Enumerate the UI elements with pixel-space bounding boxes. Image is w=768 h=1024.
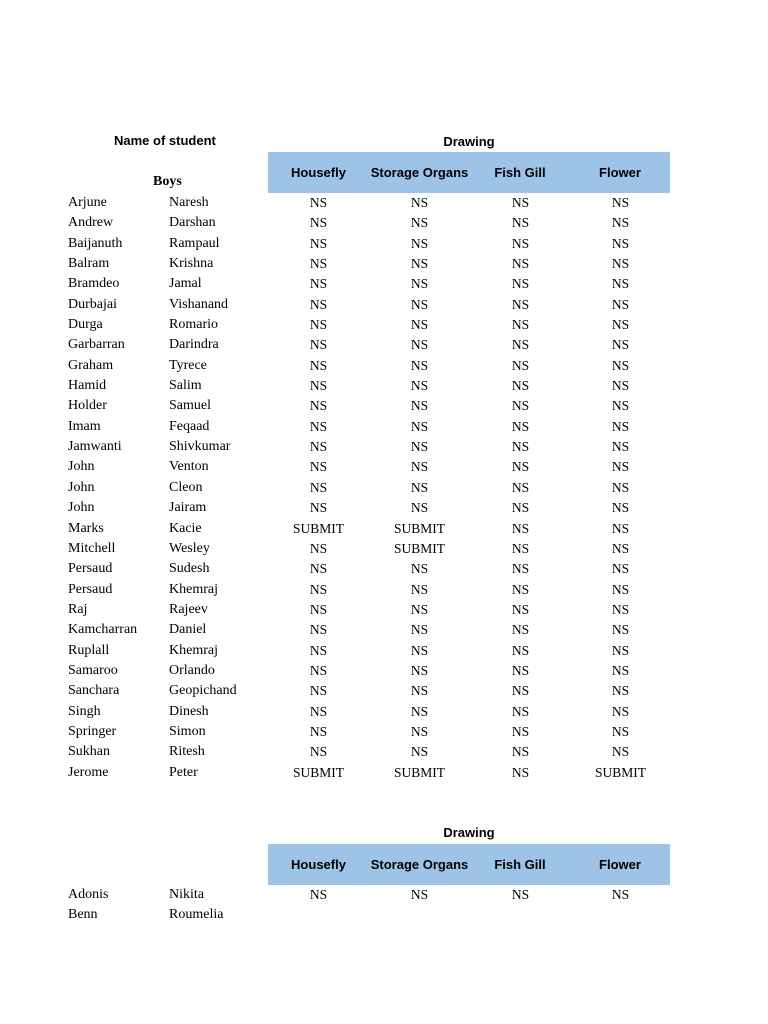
status-flower: NS <box>611 500 630 516</box>
status-fish-gill: NS <box>511 378 530 394</box>
table-row <box>0 642 768 662</box>
status-fish-gill: NS <box>511 561 530 577</box>
status-storage-organs: NS <box>410 256 429 272</box>
student-first-name: Rampaul <box>169 235 220 251</box>
table-row <box>0 214 768 234</box>
status-fish-gill: NS <box>511 500 530 516</box>
column-header-band <box>268 152 670 193</box>
status-flower: NS <box>611 601 630 617</box>
student-last-name: Sanchara <box>68 683 120 699</box>
status-flower: NS <box>611 887 630 902</box>
table-row <box>0 377 768 397</box>
status-housefly: NS <box>309 479 328 495</box>
student-first-name: Rajeev <box>169 601 208 617</box>
table-row <box>0 499 768 519</box>
status-housefly: NS <box>309 317 328 333</box>
table-row <box>0 581 768 601</box>
table-row <box>0 235 768 255</box>
table-row <box>0 479 768 499</box>
status-storage-organs: NS <box>410 561 429 577</box>
student-first-name: Dinesh <box>169 703 209 719</box>
status-housefly: NS <box>309 642 328 658</box>
student-first-name: Samuel <box>169 398 211 414</box>
student-first-name: Kacie <box>169 520 202 536</box>
status-storage-organs: NS <box>410 744 429 760</box>
status-flower: NS <box>611 723 630 739</box>
student-last-name: Benn <box>68 907 98 923</box>
status-housefly: NS <box>309 683 328 699</box>
status-storage-organs: NS <box>410 662 429 678</box>
student-last-name: Holder <box>68 398 107 414</box>
student-last-name: Andrew <box>68 215 114 231</box>
status-housefly: NS <box>309 601 328 617</box>
status-flower: NS <box>611 256 630 272</box>
status-housefly: NS <box>309 296 328 312</box>
student-first-name: Tyrece <box>169 357 207 373</box>
table-row <box>0 886 768 906</box>
status-flower: NS <box>611 337 630 353</box>
status-flower: NS <box>611 317 630 333</box>
status-fish-gill: NS <box>511 195 530 210</box>
column-header-housefly: Housefly <box>291 857 346 872</box>
status-storage-organs: NS <box>410 337 429 353</box>
status-flower: NS <box>611 398 630 414</box>
status-storage-organs: NS <box>410 439 429 455</box>
column-header-housefly: Housefly <box>291 165 346 180</box>
status-storage-organs: NS <box>410 235 429 251</box>
student-first-name: Wesley <box>169 540 210 556</box>
status-storage-organs: NS <box>410 601 429 617</box>
status-flower: NS <box>611 744 630 760</box>
status-flower: NS <box>611 276 630 292</box>
table-row <box>0 296 768 316</box>
status-storage-organs: NS <box>410 723 429 739</box>
table-row <box>0 906 768 926</box>
status-storage-organs: NS <box>410 479 429 495</box>
student-first-name: Khemraj <box>169 642 218 658</box>
status-housefly: NS <box>309 357 328 373</box>
student-last-name: Springer <box>68 723 117 739</box>
status-housefly: SUBMIT <box>292 764 344 780</box>
table-row <box>0 397 768 417</box>
status-fish-gill: NS <box>511 540 530 556</box>
student-first-name: Khemraj <box>169 581 218 597</box>
status-housefly: NS <box>309 459 328 475</box>
student-first-name: Vishanand <box>169 296 229 312</box>
status-housefly: NS <box>309 195 328 210</box>
student-first-name: Shivkumar <box>169 439 231 455</box>
status-housefly: NS <box>309 256 328 272</box>
student-last-name: Samaroo <box>68 662 118 678</box>
student-last-name: Ruplall <box>68 642 110 658</box>
status-housefly: NS <box>309 500 328 516</box>
student-first-name: Romario <box>169 317 218 333</box>
student-first-name: Jairam <box>169 500 207 516</box>
table-row <box>0 458 768 478</box>
student-last-name: Persaud <box>68 581 113 597</box>
table-row <box>0 255 768 275</box>
table-row <box>0 357 768 377</box>
student-last-name: Mitchell <box>68 540 116 556</box>
table-row <box>0 743 768 763</box>
student-first-name: Krishna <box>169 256 214 272</box>
drawing-section-header-2: Drawing <box>443 825 495 840</box>
table-row <box>0 418 768 438</box>
status-housefly: NS <box>309 723 328 739</box>
status-housefly: NS <box>309 662 328 678</box>
status-housefly: NS <box>309 235 328 251</box>
table-row <box>0 438 768 458</box>
status-storage-organs: NS <box>410 195 429 210</box>
student-first-name: Roumelia <box>169 907 224 923</box>
table-row <box>0 682 768 702</box>
status-fish-gill: NS <box>511 723 530 739</box>
status-flower: NS <box>611 296 630 312</box>
student-last-name: Garbarran <box>68 337 125 353</box>
student-last-name: Sukhan <box>68 744 110 760</box>
status-fish-gill: NS <box>511 337 530 353</box>
table-row <box>0 316 768 336</box>
student-first-name: Nikita <box>169 887 204 902</box>
status-fish-gill: NS <box>511 622 530 638</box>
student-last-name: Jerome <box>68 764 109 780</box>
boys-group-label: Boys <box>153 174 182 189</box>
status-fish-gill: NS <box>511 215 530 231</box>
table-row <box>0 601 768 621</box>
column-header-band-2 <box>268 844 670 885</box>
student-last-name: Durbajai <box>68 296 117 312</box>
status-fish-gill: NS <box>511 703 530 719</box>
status-storage-organs: SUBMIT <box>393 520 445 536</box>
table-row <box>0 703 768 723</box>
student-first-name: Darshan <box>169 215 216 231</box>
status-housefly: NS <box>309 276 328 292</box>
status-fish-gill: NS <box>511 235 530 251</box>
status-flower: NS <box>611 378 630 394</box>
status-flower: NS <box>611 235 630 251</box>
status-storage-organs: NS <box>410 398 429 414</box>
student-last-name: Singh <box>68 703 101 719</box>
student-last-name: Marks <box>68 520 104 536</box>
status-fish-gill: NS <box>511 459 530 475</box>
student-last-name: Balram <box>68 256 110 272</box>
student-first-name: Salim <box>169 378 202 394</box>
status-flower: NS <box>611 215 630 231</box>
status-storage-organs: NS <box>410 317 429 333</box>
status-fish-gill: NS <box>511 296 530 312</box>
table-row <box>0 520 768 540</box>
status-storage-organs: SUBMIT <box>393 540 445 556</box>
status-housefly: NS <box>309 561 328 577</box>
column-header-flower: Flower <box>599 857 641 872</box>
student-first-name: Jamal <box>169 276 202 292</box>
column-header-storage-organs: Storage Organs <box>370 857 469 872</box>
student-last-name: Jamwanti <box>68 439 122 455</box>
status-storage-organs: NS <box>410 703 429 719</box>
student-last-name: Adonis <box>68 887 109 902</box>
table-row <box>0 764 768 784</box>
student-first-name: Ritesh <box>169 744 205 760</box>
status-housefly: NS <box>309 540 328 556</box>
status-storage-organs: NS <box>410 622 429 638</box>
status-fish-gill: NS <box>511 256 530 272</box>
student-last-name: Hamid <box>68 378 107 394</box>
student-last-name: John <box>68 479 95 495</box>
status-fish-gill: NS <box>511 744 530 760</box>
student-last-name: Raj <box>68 601 88 617</box>
table-row <box>0 621 768 641</box>
student-first-name: Simon <box>169 723 206 739</box>
status-housefly: NS <box>309 581 328 597</box>
student-last-name: Kamcharran <box>68 622 138 638</box>
status-fish-gill: NS <box>511 764 530 780</box>
status-flower: NS <box>611 642 630 658</box>
status-storage-organs: NS <box>410 683 429 699</box>
status-fish-gill: NS <box>511 581 530 597</box>
column-header-fish-gill: Fish Gill <box>494 165 546 180</box>
status-fish-gill: NS <box>511 887 530 902</box>
status-housefly: NS <box>309 215 328 231</box>
status-flower: NS <box>611 357 630 373</box>
status-storage-organs: SUBMIT <box>393 764 445 780</box>
status-flower: NS <box>611 581 630 597</box>
status-flower: NS <box>611 683 630 699</box>
status-storage-organs: NS <box>410 296 429 312</box>
student-last-name: Baijanuth <box>68 235 123 251</box>
student-first-name: Peter <box>169 764 198 780</box>
student-first-name: Naresh <box>169 195 209 210</box>
status-flower: NS <box>611 561 630 577</box>
status-housefly: NS <box>309 418 328 434</box>
table-row <box>0 275 768 295</box>
status-housefly: NS <box>309 378 328 394</box>
status-fish-gill: NS <box>511 479 530 495</box>
table-row <box>0 194 768 214</box>
student-last-name: Bramdeo <box>68 276 120 292</box>
status-storage-organs: NS <box>410 418 429 434</box>
status-storage-organs: NS <box>410 500 429 516</box>
status-fish-gill: NS <box>511 601 530 617</box>
status-fish-gill: NS <box>511 642 530 658</box>
student-first-name: Sudesh <box>169 561 210 577</box>
student-first-name: Cleon <box>169 479 203 495</box>
table-row <box>0 723 768 743</box>
status-fish-gill: NS <box>511 662 530 678</box>
status-flower: NS <box>611 540 630 556</box>
student-last-name: Durga <box>68 317 103 333</box>
status-flower: NS <box>611 622 630 638</box>
status-fish-gill: NS <box>511 357 530 373</box>
status-storage-organs: NS <box>410 459 429 475</box>
student-last-name: John <box>68 459 95 475</box>
status-storage-organs: NS <box>410 378 429 394</box>
status-fish-gill: NS <box>511 439 530 455</box>
status-housefly: NS <box>309 622 328 638</box>
table-row <box>0 540 768 560</box>
status-flower: NS <box>611 479 630 495</box>
student-table-2 <box>0 886 768 927</box>
status-flower: NS <box>611 459 630 475</box>
student-first-name: Orlando <box>169 662 215 678</box>
table-row <box>0 336 768 356</box>
status-fish-gill: NS <box>511 520 530 536</box>
status-housefly: NS <box>309 439 328 455</box>
status-housefly: SUBMIT <box>292 520 344 536</box>
student-last-name: Persaud <box>68 561 113 577</box>
status-housefly: NS <box>309 744 328 760</box>
column-header-storage-organs: Storage Organs <box>370 165 469 180</box>
status-storage-organs: NS <box>410 887 429 902</box>
status-fish-gill: NS <box>511 317 530 333</box>
status-fish-gill: NS <box>511 276 530 292</box>
student-last-name: John <box>68 500 95 516</box>
column-header-fish-gill: Fish Gill <box>494 857 546 872</box>
status-storage-organs: NS <box>410 642 429 658</box>
table-row <box>0 662 768 682</box>
status-flower: NS <box>611 439 630 455</box>
student-last-name: Imam <box>68 418 101 434</box>
status-flower: SUBMIT <box>594 764 646 780</box>
status-housefly: NS <box>309 398 328 414</box>
student-last-name: Arjune <box>68 195 107 210</box>
status-flower: NS <box>611 703 630 719</box>
student-first-name: Geopichand <box>169 683 237 699</box>
status-storage-organs: NS <box>410 357 429 373</box>
status-fish-gill: NS <box>511 683 530 699</box>
status-housefly: NS <box>309 703 328 719</box>
status-storage-organs: NS <box>410 581 429 597</box>
student-first-name: Venton <box>169 459 209 475</box>
student-table-boys <box>0 194 768 784</box>
drawing-section-header: Drawing <box>443 134 495 149</box>
status-flower: NS <box>611 662 630 678</box>
status-flower: NS <box>611 520 630 536</box>
status-fish-gill: NS <box>511 418 530 434</box>
column-header-flower: Flower <box>599 165 641 180</box>
status-housefly: NS <box>309 337 328 353</box>
table-row <box>0 560 768 580</box>
status-housefly: NS <box>309 887 328 902</box>
status-storage-organs: NS <box>410 215 429 231</box>
student-last-name: Graham <box>68 357 114 373</box>
student-first-name: Feqaad <box>169 418 210 434</box>
student-first-name: Daniel <box>169 622 207 638</box>
status-flower: NS <box>611 195 630 210</box>
student-first-name: Darindra <box>169 337 219 353</box>
status-storage-organs: NS <box>410 276 429 292</box>
status-flower: NS <box>611 418 630 434</box>
status-fish-gill: NS <box>511 398 530 414</box>
name-of-student-header: Name of student <box>114 133 216 148</box>
